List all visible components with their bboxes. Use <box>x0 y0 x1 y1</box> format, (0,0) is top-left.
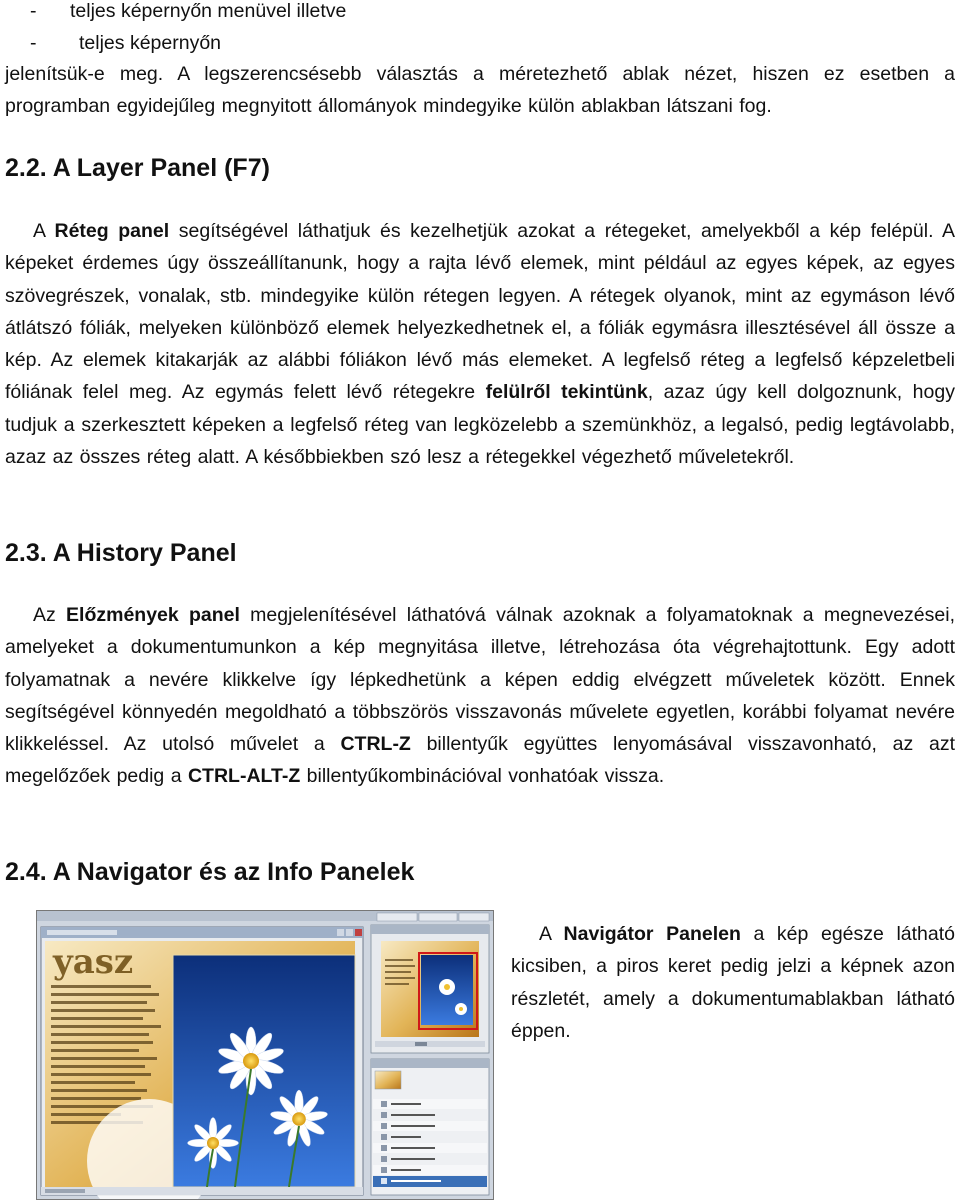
term-ctrl-alt-z: CTRL-ALT-Z <box>187 765 301 788</box>
svg-text:yasz: yasz <box>53 942 134 982</box>
paragraph-view-options: jelenítsük-e meg. A legszerencsésebb választás a méretezhető ablak nézet, hiszen ez esetben a programban egyidejűleg megnyitott állományok mindegyike külön ablakban látszani fog. <box>5 63 955 118</box>
paragraph-layer-panel: A Réteg panel segítségével láthatjuk és kezelhetjük azokat a rétegeket, amelyekből a kép felépül. A képeket érdemes úgy összeállítanunk, hogy a rajta lévő elemek, mint például az egyes képek, az egyes szövegrészek, vonalak, stb. mindegyike külön rétegen legyen. A rétegek olyanok, mint az egymáson lévő átlátszó fóliák, melyeken különböző elemek helyezkedhetnek el, a fóliák egymásra illesztésével áll össze a kép. Az elemek kitakarják az alábbi fóliákon lévő más elemeket. A legfelső réteg a legfelső képzeletbeli fóliának felel meg. Az egymás felett lévő rétegekre felülről tekintünk, azaz úgy kell dolgoznunk, hogy tudjuk a szerkesztett képeken a legfelső réteg van legközelebb a szemünkhöz, a legalsó, pedig legtávolabb, azaz az összes réteg alatt. A későbbiekben szó lesz a rétegekkel végezhető műveletekről. <box>5 220 955 469</box>
term-reteg-panel: Réteg panel <box>54 220 170 242</box>
term-felulrol-tekintunk: felülről tekintünk <box>485 381 648 404</box>
term-elozmenyek-panel: Előzmények panel <box>66 604 240 626</box>
list-item-text: teljes képernyőn menüvel illetve <box>70 0 347 22</box>
paragraph-navigator-panel: A Navigátor Panelen a kép egésze látható kicsiben, a piros keret pedig jelzi a képnek azon részletét, amely a dokumentumablakban látható éppen. <box>511 923 955 1042</box>
heading-layer-panel: 2.2. A Layer Panel (F7) <box>5 154 270 182</box>
paragraph-history-panel: Az Előzmények panel megjelenítésével láthatóvá válnak azoknak a folyamatoknak a megnevezései, amelyeket a dokumentumunkon a kép megnyitása illetve, létrehozása óta végrehajtottunk. Egy adott folyamatnak a nevére klikkelve így lépkedhetünk a képen eddig elvégzett műveletek között. Ennek segítségével könnyedén megoldható a többszörös visszavonás művelete egyetlen, korábbi folyamat nevére klikkeléssel. Az utolsó művelet a CTRL-Z billentyűk együttes lenyomásával visszavonható, az azt megelőzőek pedig a CTRL-ALT-Z billentyűkombinációval vonhatóak vissza. <box>5 604 955 788</box>
photoshop-screenshot-figure <box>36 910 494 1200</box>
term-navigator-panelen: Navigátor Panelen <box>563 923 741 945</box>
list-item-text: teljes képernyőn <box>79 32 222 54</box>
term-ctrl-z: CTRL-Z <box>340 733 411 756</box>
screenshot-illustration <box>37 911 493 1199</box>
heading-history-panel: 2.3. A History Panel <box>5 539 237 567</box>
list-item: - teljes képernyőn <box>30 32 222 54</box>
list-item: - teljes képernyőn menüvel illetve <box>30 0 347 22</box>
heading-navigator-info: 2.4. A Navigator és az Info Panelek <box>5 858 415 886</box>
